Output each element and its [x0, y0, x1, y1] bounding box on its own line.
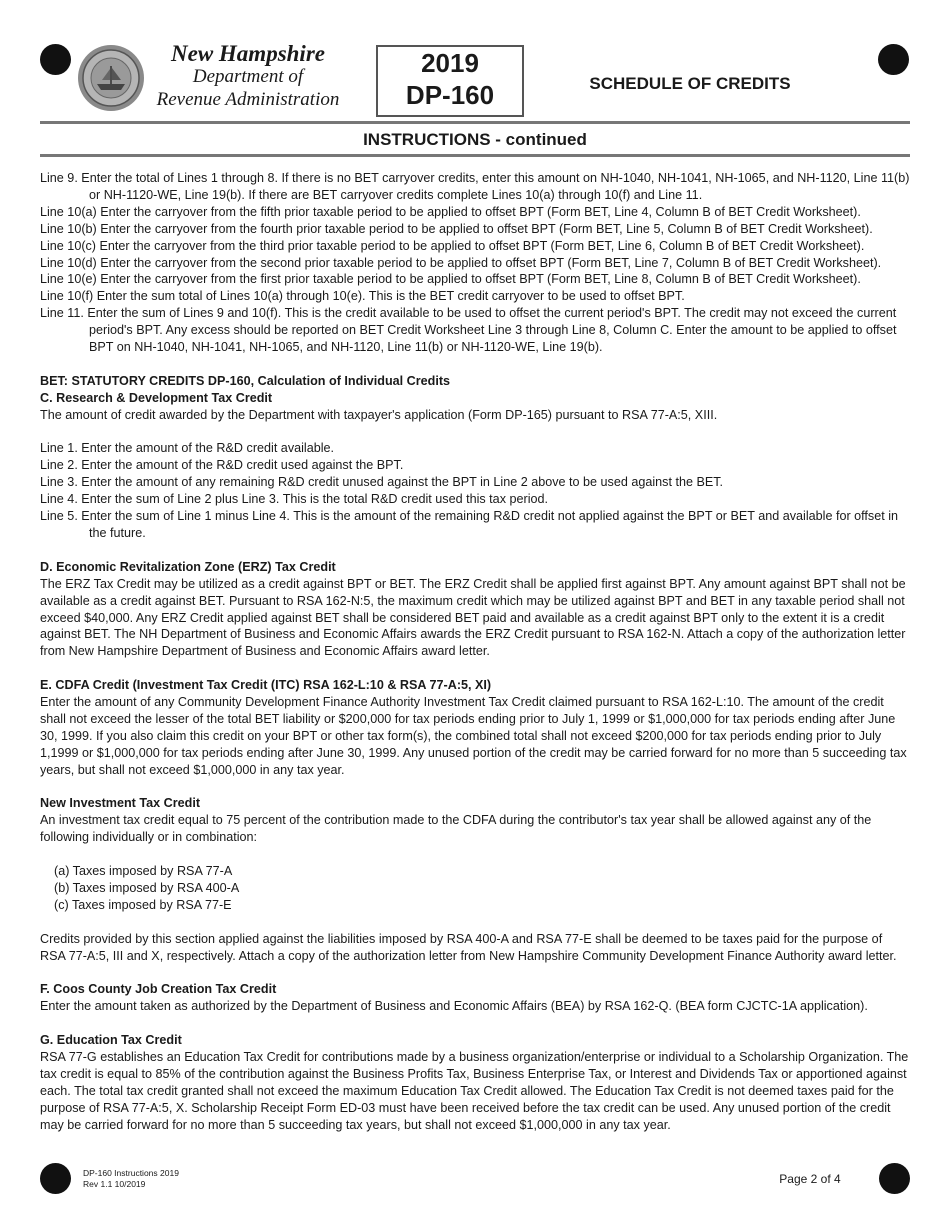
section-c-line-2: Line 2. Enter the amount of the R&D credit used against the BPT.	[40, 458, 404, 473]
footer-revision: Rev 1.1 10/2019	[83, 1179, 146, 1189]
section-e-heading: E. CDFA Credit (Investment Tax Credit (ITC) RSA 162-L:10 & RSA 77-A:5, XI)	[40, 678, 492, 693]
new-investment-heading: New Investment Tax Credit	[40, 796, 201, 811]
line-10d-instruction: Line 10(d) Enter the carryover from the second prior taxable period to be applied to offset BPT (Form BET, Line 7, Column B of BET Credit Worksheet).	[40, 255, 882, 270]
new-investment-intro: An investment tax credit equal to 75 percent of the contribution made to the CDFA during the contributor's tax year shall be allowed against any of the following individually or in combination:	[40, 813, 872, 845]
section-c-line-3: Line 3. Enter the amount of any remaining R&D credit unused against the BPT in Line 2 above to be used against the BET.	[40, 475, 724, 490]
section-c-heading: C. Research & Development Tax Credit	[40, 390, 273, 405]
section-g-heading: G. Education Tax Credit	[40, 1033, 182, 1048]
line-10e-instruction: Line 10(e) Enter the carryover from the first prior taxable period to be applied to offset BPT (Form BET, Line 8, Column B of BET Credit Worksheet).	[40, 272, 861, 287]
line-11-instruction: Line 11. Enter the sum of Lines 9 and 10(f). This is the credit available to be used to offset the current period's BPT. The credit may not exceed the current period's BPT. Any excess should be reported on BET Credit Worksheet Line 3 through Line 8, Column C. Enter the amount to be applied to offset BPT on NH-1040, NH-1041, NH-1065, and NH-1120, Line 11(b) or NH-1120-WE, Line 19(b).	[40, 306, 897, 355]
footer-revision-info	[83, 1168, 179, 1190]
bet-heading: BET: STATUTORY CREDITS DP-160, Calculation of Individual Credits	[40, 373, 451, 388]
registration-mark-bottom-right	[879, 1163, 910, 1194]
registration-mark-bottom-left	[40, 1163, 71, 1194]
line-10b-instruction: Line 10(b) Enter the carryover from the fourth prior taxable period to be applied to offset BPT (Form BET, Line 5, Column B of BET Credit Worksheet).	[40, 221, 873, 236]
agency-division: Revenue Administration	[156, 89, 340, 110]
form-number: DP-160	[405, 80, 495, 110]
line-9-instruction: Line 9. Enter the total of Lines 1 through 8. If there is no BET carryover credits, enter this amount on NH-1040, NH-1041, NH-1065, and NH-1120, Line 11(b) or NH-1120-WE, Line 19(b). If there are BET carryover credits complete Lines 10(a) through 10(f) and Line 11.	[40, 171, 910, 202]
section-c-line-5: Line 5. Enter the sum of Line 1 minus Line 4. This is the amount of the remaining R&D credit not applied against the BPT or BET and available for offset in the future.	[40, 509, 899, 540]
new-investment-item-b: (b) Taxes imposed by RSA 400-A	[54, 880, 240, 895]
line-10a-instruction: Line 10(a) Enter the carryover from the fifth prior taxable period to be applied to offset BPT (Form BET, Line 4, Column B of BET Credit Worksheet).	[40, 204, 861, 219]
page-number: Page 2 of 4	[779, 1172, 841, 1186]
section-d-heading: D. Economic Revitalization Zone (ERZ) Tax Credit	[40, 559, 336, 574]
agency-department: Department of	[192, 66, 304, 87]
new-investment-outro: Credits provided by this section applied against the liabilities imposed by RSA 400-A and RSA 77-E shall be deemed to be taxes paid for the purpose of RSA 77-A:5, III and X, respectively. Attach a copy of the authorization letter from New Hampshire Community Development Finance Authority award letter.	[40, 931, 897, 963]
section-f-body: Enter the amount taken as authorized by the Department of Business and Economic Affairs (BEA) by RSA 162-Q. (BEA form CJCTC-1A application).	[40, 999, 868, 1014]
line-10f-instruction: Line 10(f) Enter the sum total of Lines 10(a) through 10(e). This is the BET credit carryover to be used to offset BPT.	[40, 289, 685, 304]
agency-name	[143, 42, 353, 111]
section-f-heading: F. Coos County Job Creation Tax Credit	[40, 982, 277, 997]
form-id-box	[376, 45, 524, 117]
new-investment-item-c: (c) Taxes imposed by RSA 77-E	[54, 897, 232, 912]
section-d-body: The ERZ Tax Credit may be utilized as a credit against BPT or BET. The ERZ Credit shall be applied first against BPT. Any amount against BPT shall not be available as a credit against BET. Pursuant to RSA 162-N:5, the maximum credit which may be utilized against BPT and BET in any taxable period shall not exceed $40,000. Any ERZ Credit applied against BET shall be considered BET paid and available as a credit against BPT only to the extent it is a credit against BET. The NH Department of Business and Economic Affairs awards the ERZ Credit pursuant to RSA 162-N. Attach a copy of the authorization letter from New Hampshire Department of Business and Economic Affairs award letter.	[40, 576, 906, 659]
title-rule	[40, 154, 910, 157]
agency-state: New Hampshire	[171, 41, 325, 66]
section-c-line-4: Line 4. Enter the sum of Line 2 plus Line 3. This is the total R&D credit used this tax period.	[40, 492, 548, 507]
section-g-body: RSA 77-G establishes an Education Tax Credit for contributions made by a business organization/enterprise or individual to a Scholarship Organization. The tax credit is equal to 85% of the contribution against the Business Profits Tax, Business Enterprise Tax, or Interest and Dividends Tax or apportioned against each. The total tax credit granted shall not exceed the maximum Education Tax Credit allowed. The Education Tax Credit is not deemed taxes paid for the purpose of RSA 77-A:5, X. Scholarship Receipt Form ED-03 must have been received before the tax credit can be used. Any unused portion of the credit may be carried forward for no more than 5 succeeding tax years, but shall not exceed $1,000,000 in any tax year.	[40, 1049, 909, 1132]
header-rule	[40, 121, 910, 124]
state-seal-icon	[77, 44, 145, 112]
section-title: INSTRUCTIONS - continued	[363, 130, 587, 149]
instructions-body	[40, 170, 910, 1134]
new-investment-item-a: (a) Taxes imposed by RSA 77-A	[54, 864, 233, 879]
schedule-title: SCHEDULE OF CREDITS	[589, 74, 791, 93]
form-year: 2019	[421, 48, 479, 78]
section-c-intro: The amount of credit awarded by the Department with taxpayer's application (Form DP-165) pursuant to RSA 77-A:5, XIII.	[40, 407, 718, 422]
line-10c-instruction: Line 10(c) Enter the carryover from the third prior taxable period to be applied to offset BPT (Form BET, Line 6, Column B of BET Credit Worksheet).	[40, 238, 865, 253]
section-c-line-1: Line 1. Enter the amount of the R&D credit available.	[40, 441, 335, 456]
footer-doc-id: DP-160 Instructions 2019	[83, 1168, 179, 1178]
section-e-body: Enter the amount of any Community Development Finance Authority Investment Tax Credit claimed pursuant to RSA 162-L:10. The amount of the credit shall not exceed the lesser of the total BET liability or $200,000 for tax periods ending prior to July 1, 1999 or $1,000,000 for tax periods ending after June 30, 1999. If you also claim this credit on your BPT or other tax form(s), the combined total shall not exceed $200,000 for tax periods ending prior to July 1,1999 or $1,000,000 for tax periods ending after June 30, 1999. Any unused portion of the credit may be carried forward for no more than 5 succeeding tax years, but shall not exceed $1,000,000 in any tax year.	[40, 695, 907, 777]
registration-mark-top-left	[40, 44, 71, 75]
registration-mark-top-right	[878, 44, 909, 75]
